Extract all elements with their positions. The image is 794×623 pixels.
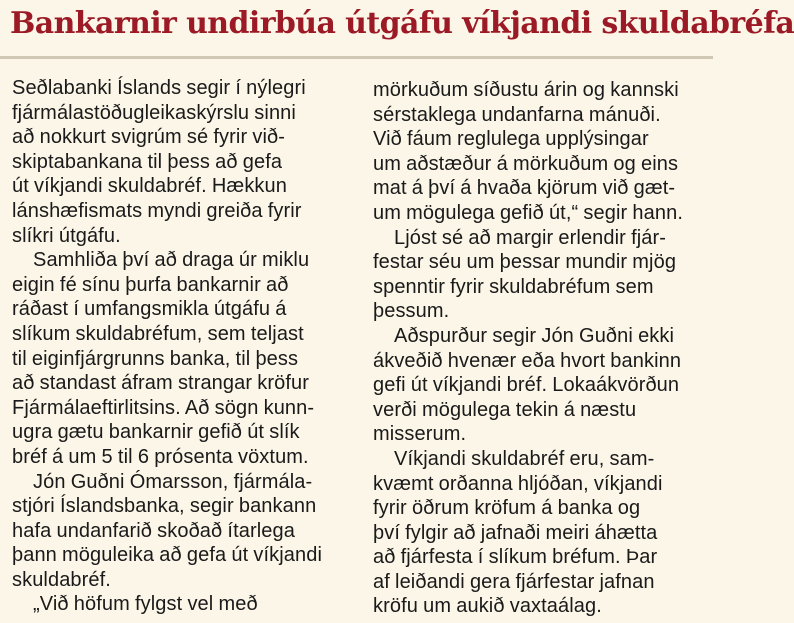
text-line: að fjárfesta í slíkum bréfum. Þar	[373, 546, 658, 569]
text-line: Fjármálaeftirlitsins. Að sögn kunn-	[12, 396, 315, 419]
text-line: kvæmt orðanna hljóðan, víkjandi	[373, 472, 663, 495]
text-line: að standast áfram strangar kröfur	[12, 372, 309, 395]
text-line: Seðlabanki Íslands segir í nýlegri	[12, 77, 306, 99]
text-line: þann möguleika að gefa út víkjandi	[12, 544, 323, 567]
text-line: festar séu um þessar mundir mjög	[373, 251, 677, 274]
text-line: fjármálastöðugleikaskýrslu sinni	[12, 101, 296, 124]
text-line: ugra gætu bankarnir gefið út slík	[12, 421, 300, 444]
text-line: eigin fé sínu þurfa bankarnir að	[12, 273, 289, 296]
text-line: af leiðandi gera fjárfestar jafnan	[373, 570, 655, 593]
text-line: þessum.	[373, 300, 450, 323]
text-line: stjóri Íslandsbanka, segir bankann	[12, 495, 317, 518]
text-line: Ljóst sé að margir erlendir fjár-	[394, 226, 667, 249]
text-line: ákveðið hvenær eða hvort bankinn	[373, 349, 682, 372]
text-line: hafa undanfarið skoðað ítarlega	[12, 519, 295, 542]
text-line: spenntir fyrir skuldabréfum sem	[373, 275, 654, 298]
text-line: sérstaklega undanfarna mánuði.	[373, 103, 661, 126]
text-line: til eiginfjárgrunns banka, til þess	[12, 347, 299, 370]
article-column-left	[12, 76, 342, 617]
text-line: gefi út víkjandi bréf. Lokaákvörðun	[373, 374, 680, 397]
text-line: út víkjandi skuldabréf. Hækkun	[12, 175, 287, 198]
text-line: ráðast í umfangsmikla útgáfu á	[12, 298, 287, 321]
text-line: Við fáum reglulega upplýsingar	[373, 128, 649, 151]
text-line: skiptabankana til þess að gefa	[12, 150, 283, 173]
text-line: skuldabréf.	[12, 568, 111, 591]
text-line: kröfu um aukið vaxtaálag.	[373, 595, 602, 618]
text-line: mörkuðum síðustu árin og kannski	[373, 79, 679, 101]
text-line: Aðspurður segir Jón Guðni ekki	[394, 324, 675, 347]
article-column-right	[373, 78, 703, 619]
text-line: verði mögulega tekin á næstu	[373, 398, 637, 421]
text-line: slíkum skuldabréfum, sem teljast	[12, 322, 304, 345]
text-line: lánshæfismats myndi greiða fyrir	[12, 199, 302, 222]
text-line: bréf á um 5 til 6 prósenta vöxtum.	[12, 445, 309, 468]
text-line: Víkjandi skuldabréf eru, sam-	[394, 447, 655, 470]
text-line: fyrir öðrum kröfum á banka og	[373, 497, 641, 520]
text-line: um mögulega gefið út,“ segir hann.	[373, 201, 683, 224]
headline-rule	[0, 56, 713, 59]
text-line: því fylgir að jafnaði meiri áhætta	[373, 521, 658, 544]
text-line: misserum.	[373, 423, 467, 446]
text-line: Samhliða því að draga úr miklu	[33, 249, 310, 272]
text-line: „Við höfum fylgst vel með	[33, 593, 258, 616]
headline: Bankarnir undirbúa útgáfu víkjandi skuldabréfa	[10, 6, 794, 41]
text-line: slíkri útgáfu.	[12, 224, 121, 247]
text-line: Jón Guðni Ómarsson, fjármála-	[33, 470, 313, 493]
text-line: að nokkurt svigrúm sé fyrir við-	[12, 126, 285, 149]
text-line: um aðstæður á mörkuðum og eins	[373, 152, 679, 175]
text-line: mat á því á hvaða kjörum við gæt-	[373, 177, 676, 200]
